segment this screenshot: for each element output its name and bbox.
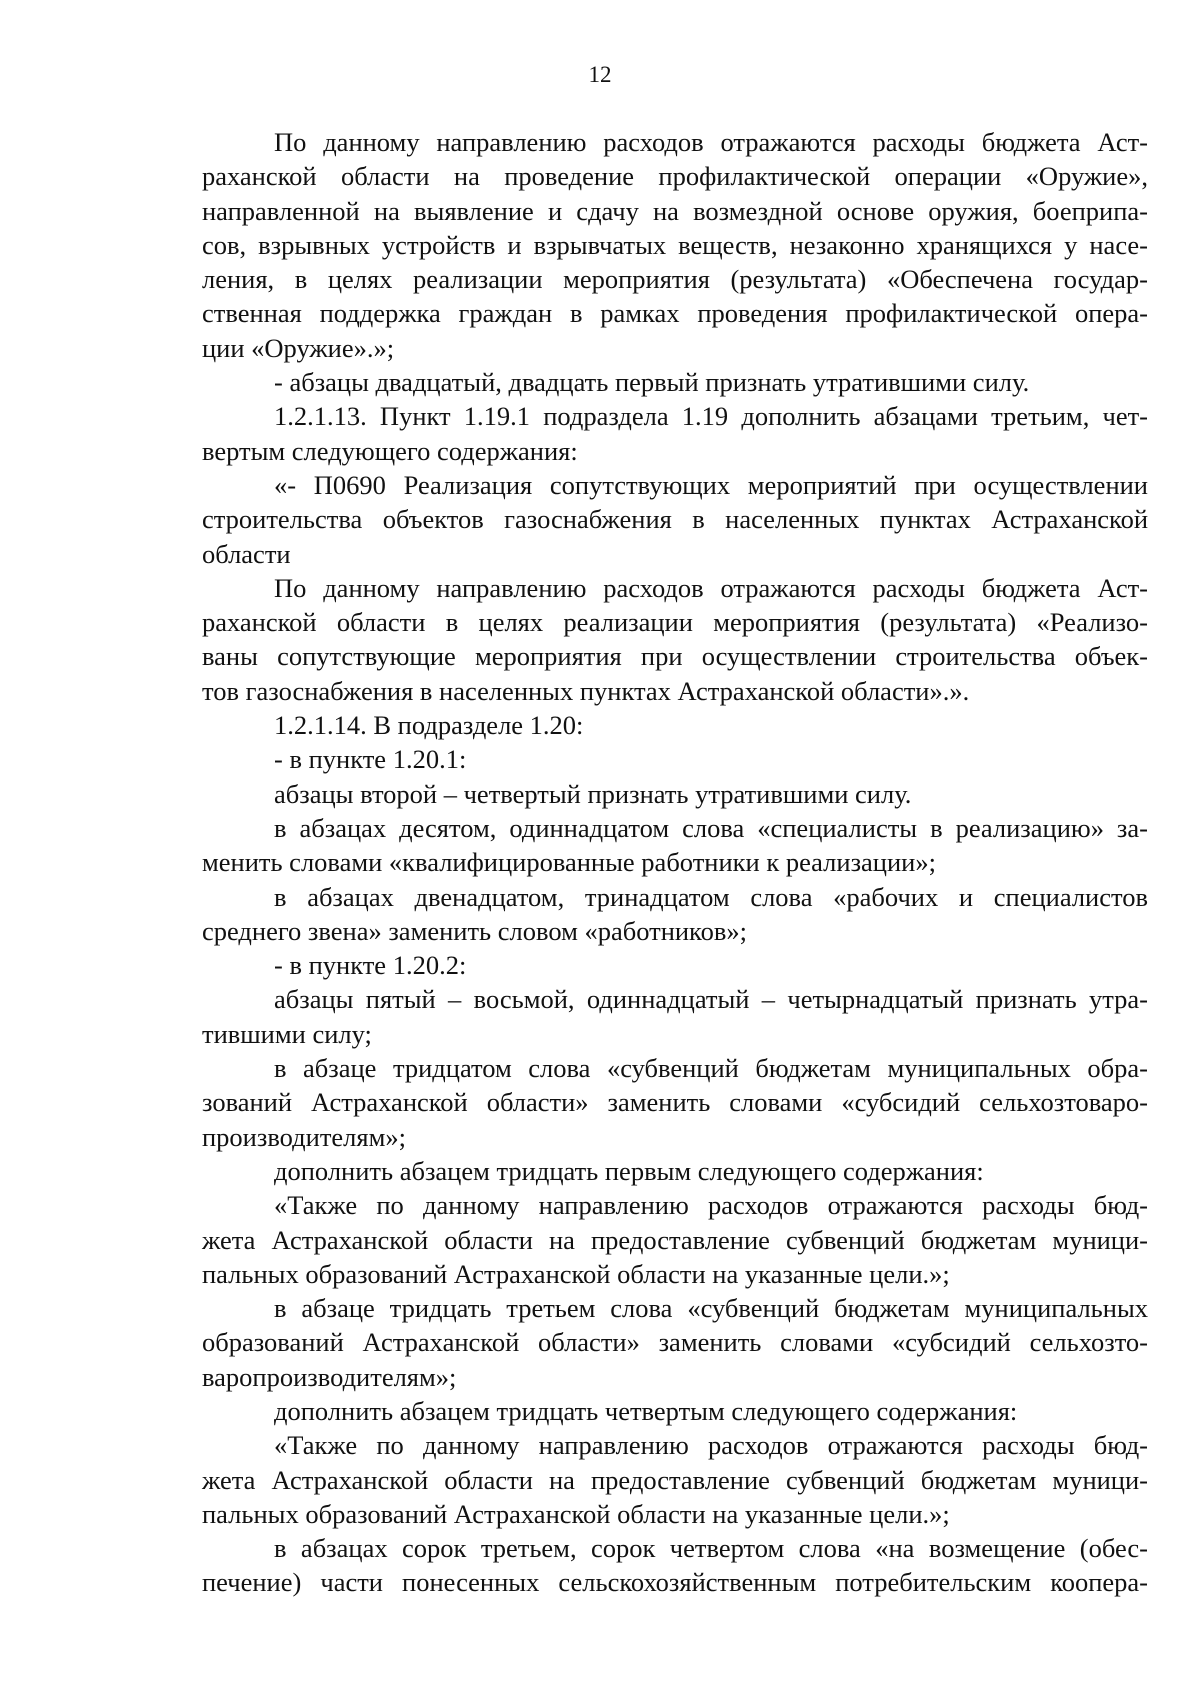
text-line: 1.2.1.13. Пункт 1.19.1 подраздела 1.19 дополнить абзацами третьим, чет- xyxy=(274,401,1148,432)
text-line: - абзацы двадцатый, двадцать первый признать утратившими силу. xyxy=(274,367,1030,398)
text-line: ции «Оружие».»; xyxy=(202,332,395,363)
text-line: среднего звена» заменить словом «работников»; xyxy=(202,915,747,946)
text-line: варопроизводителям»; xyxy=(202,1361,457,1392)
text-line: строительства объектов газоснабжения в населенных пунктах Астраханской xyxy=(202,504,1148,535)
text-line: менить словами «квалифицированные работники к реализации»; xyxy=(202,847,936,878)
text-line: сов, взрывных устройств и взрывчатых веществ, незаконно хранящихся у насе- xyxy=(202,229,1148,260)
text-line: вертым следующего содержания: xyxy=(202,435,578,466)
text-line: печение) части понесенных сельскохозяйственным потребительским коопера- xyxy=(202,1567,1148,1598)
text-line: дополнить абзацем тридцать четвертым следующего содержания: xyxy=(274,1395,1018,1426)
text-line: образований Астраханской области» заменить словами «субсидий сельхозто- xyxy=(202,1327,1148,1358)
text-line: в абзацах двенадцатом, тринадцатом слова «рабочих и специалистов xyxy=(274,881,1148,912)
text-line: пальных образований Астраханской области на указанные цели.»; xyxy=(202,1258,950,1289)
text-line: ственная поддержка граждан в рамках проведения профилактической опера- xyxy=(202,298,1148,329)
text-line: «Также по данному направлению расходов отражаются расходы бюд- xyxy=(274,1430,1148,1461)
text-line: области xyxy=(202,538,291,569)
text-line: По данному направлению расходов отражаются расходы бюджета Аст- xyxy=(274,127,1148,157)
text-line: направленной на выявление и сдачу на возмездной основе оружия, боеприпа- xyxy=(202,195,1148,226)
text-line: жета Астраханской области на предоставление субвенций бюджетам муници- xyxy=(202,1224,1148,1255)
text-line: абзацы второй – четвертый признать утратившими силу. xyxy=(274,778,912,809)
text-line: раханской области на проведение профилактической операции «Оружие», xyxy=(202,161,1148,192)
text-line: дополнить абзацем тридцать первым следующего содержания: xyxy=(274,1155,984,1186)
text-line: «- П0690 Реализация сопутствующих мероприятий при осуществлении xyxy=(274,469,1148,500)
text-line: абзацы пятый – восьмой, одиннадцатый – четырнадцатый признать утра- xyxy=(274,984,1148,1015)
text-line: ваны сопутствующие мероприятия при осуществлении строительства объек- xyxy=(202,641,1148,672)
text-line: производителям»; xyxy=(202,1121,406,1152)
text-line: 1.2.1.14. В подразделе 1.20: xyxy=(274,710,584,741)
document-body xyxy=(202,125,1148,1600)
text-line: жета Астраханской области на предоставление субвенций бюджетам муници- xyxy=(202,1464,1148,1495)
page-number: 12 xyxy=(588,62,612,87)
text-line: в абзаце тридцать третьем слова «субвенций бюджетам муниципальных xyxy=(274,1293,1148,1324)
text-line: зований Астраханской области» заменить словами «субсидий сельхозтоваро- xyxy=(202,1087,1148,1118)
text-line: - в пункте 1.20.1: xyxy=(274,744,467,775)
text-line: тившими силу; xyxy=(202,1018,372,1049)
text-line: «Также по данному направлению расходов отражаются расходы бюд- xyxy=(274,1190,1148,1221)
text-line: в абзаце тридцатом слова «субвенций бюджетам муниципальных обра- xyxy=(274,1053,1148,1084)
text-line: ления, в целях реализации мероприятия (результата) «Обеспечена государ- xyxy=(202,264,1148,295)
text-line: - в пункте 1.20.2: xyxy=(274,950,467,981)
text-line: в абзацах десятом, одиннадцатом слова «специалисты в реализацию» за- xyxy=(274,812,1148,843)
text-line: тов газоснабжения в населенных пунктах Астраханской области».». xyxy=(202,675,970,706)
text-line: По данному направлению расходов отражаются расходы бюджета Аст- xyxy=(274,572,1148,603)
text-line: в абзацах сорок третьем, сорок четвертом слова «на возмещение (обес- xyxy=(274,1533,1148,1564)
text-line: пальных образований Астраханской области на указанные цели.»; xyxy=(202,1498,950,1529)
text-line: раханской области в целях реализации мероприятия (результата) «Реализо- xyxy=(202,607,1148,638)
